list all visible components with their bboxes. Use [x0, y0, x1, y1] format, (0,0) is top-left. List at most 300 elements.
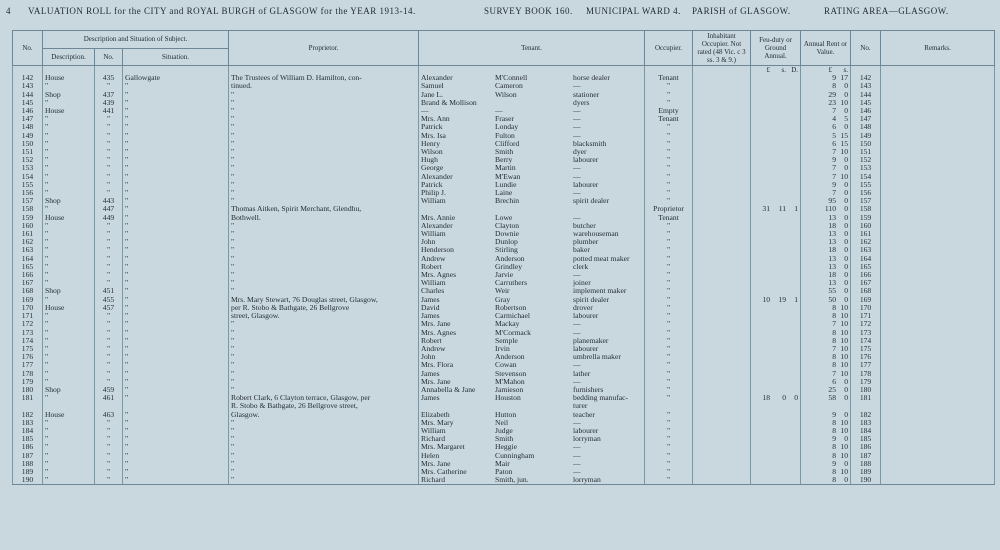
row-situation: " — [123, 320, 229, 328]
row-number-right: 182 — [851, 411, 881, 419]
annual-shillings: 0 — [844, 197, 849, 206]
tenant-first-name: Annabella & Jane — [421, 385, 476, 394]
row-number: 173 — [13, 329, 43, 337]
row-number-right: 143 — [851, 82, 881, 90]
row-annual-value — [801, 132, 851, 140]
survey-book: SURVEY BOOK 160. — [484, 6, 573, 16]
row-annual-value — [801, 345, 851, 353]
row-proprietor: " — [229, 132, 419, 140]
feu-d: 0 — [794, 394, 799, 403]
row-situation: " — [123, 140, 229, 148]
row-proprietor: Thomas Aitken, Spirit Merchant, Glendhu, — [229, 205, 419, 213]
row-description: " — [43, 460, 95, 468]
annual-shillings: 10 — [840, 426, 849, 435]
row-street-number: " — [95, 468, 123, 476]
tenant-trade: potted meat maker — [573, 254, 630, 263]
row-inhabitant — [693, 132, 751, 140]
row-proprietor: " — [229, 271, 419, 279]
annual-pounds: 55 — [828, 287, 837, 296]
row-street-number: " — [95, 419, 123, 427]
row-description: " — [43, 238, 95, 246]
row-occupier: " — [645, 304, 693, 312]
tenant-surname: Fraser — [495, 115, 514, 124]
table-row — [13, 419, 995, 427]
tenant-surname: Neil — [495, 418, 509, 427]
row-description: " — [43, 378, 95, 386]
row-number: 149 — [13, 132, 43, 140]
row-feu-duty — [751, 189, 801, 197]
table-row — [13, 296, 995, 304]
parish: PARISH of GLASGOW. — [692, 6, 791, 16]
row-inhabitant — [693, 361, 751, 369]
row-inhabitant — [693, 443, 751, 451]
row-remarks — [881, 320, 995, 328]
annual-shillings: 10 — [840, 353, 849, 362]
annual-pounds: 8 — [832, 361, 837, 370]
row-feu-duty — [751, 132, 801, 140]
row-feu-duty — [751, 320, 801, 328]
annual-shillings: 0 — [844, 107, 849, 116]
row-situation: " — [123, 164, 229, 172]
tenant-first-name: Philip J. — [421, 189, 446, 198]
row-feu-duty — [751, 296, 801, 304]
row-tenant — [419, 189, 645, 197]
unit-shilling: s. — [781, 66, 787, 74]
row-street-number: " — [95, 82, 123, 90]
annual-pounds: 13 — [828, 213, 837, 222]
row-inhabitant — [693, 386, 751, 394]
feu-s: 11 — [778, 205, 787, 214]
annual-shillings: 10 — [840, 98, 849, 107]
row-tenant — [419, 246, 645, 254]
row-tenant — [419, 263, 645, 271]
valuation-table — [12, 30, 995, 485]
row-tenant — [419, 468, 645, 476]
row-occupier: " — [645, 156, 693, 164]
annual-pounds: 8 — [832, 476, 837, 485]
row-number-right: 174 — [851, 337, 881, 345]
tenant-trade: dyers — [573, 98, 590, 107]
row-occupier: " — [645, 164, 693, 172]
row-number-right: 160 — [851, 222, 881, 230]
row-occupier: Tenant — [645, 214, 693, 222]
tenant-surname: M'Mahon — [495, 377, 525, 386]
row-tenant — [419, 320, 645, 328]
row-street-number: " — [95, 435, 123, 443]
row-tenant — [419, 296, 645, 304]
tenant-trade: drover — [573, 303, 593, 312]
annual-pounds: 8 — [832, 451, 837, 460]
row-occupier: " — [645, 468, 693, 476]
tenant-first-name: Patrick — [421, 123, 443, 132]
row-number: 188 — [13, 460, 43, 468]
row-inhabitant — [693, 320, 751, 328]
row-number: 185 — [13, 435, 43, 443]
tenant-surname: Robertson — [495, 303, 527, 312]
tenant-first-name: Jane L. — [421, 90, 443, 99]
row-number-right: 164 — [851, 255, 881, 263]
tenant-first-name: Richard — [421, 435, 446, 444]
row-inhabitant — [693, 337, 751, 345]
annual-pounds: 7 — [832, 344, 837, 353]
tenant-surname: Cameron — [495, 82, 523, 91]
row-occupier: " — [645, 370, 693, 378]
row-tenant — [419, 337, 645, 345]
row-number-right: 185 — [851, 435, 881, 443]
row-situation: " — [123, 304, 229, 312]
row-situation: " — [123, 230, 229, 238]
row-situation: " — [123, 99, 229, 107]
tenant-first-name: Henderson — [421, 246, 454, 255]
row-feu-duty — [751, 222, 801, 230]
row-occupier: " — [645, 419, 693, 427]
row-description: " — [43, 115, 95, 123]
row-remarks — [881, 394, 995, 402]
annual-shillings: 10 — [840, 303, 849, 312]
annual-pounds: 8 — [832, 336, 837, 345]
annual-shillings: 10 — [840, 336, 849, 345]
annual-pounds: 9 — [832, 435, 837, 444]
row-street-number: " — [95, 443, 123, 451]
row-feu-duty — [751, 427, 801, 435]
tenant-first-name: James — [421, 312, 440, 321]
annual-pounds: 8 — [832, 303, 837, 312]
table-row — [13, 107, 995, 115]
tenant-surname: Cowan — [495, 361, 517, 370]
row-number-right: 144 — [851, 91, 881, 99]
row-feu-duty — [751, 230, 801, 238]
row-situation: " — [123, 394, 229, 402]
annual-pounds: 8 — [832, 418, 837, 427]
row-proprietor: " — [229, 370, 419, 378]
row-description: " — [43, 419, 95, 427]
row-description: " — [43, 329, 95, 337]
tenant-first-name: Henry — [421, 139, 440, 148]
row-description: " — [43, 140, 95, 148]
annual-shillings: 0 — [844, 459, 849, 468]
row-number: 155 — [13, 181, 43, 189]
row-situation: " — [123, 156, 229, 164]
row-number: 179 — [13, 378, 43, 386]
row-annual-value — [801, 140, 851, 148]
row-occupier: Empty — [645, 107, 693, 115]
tenant-trade: furnishers — [573, 385, 604, 394]
row-street-number: " — [95, 460, 123, 468]
row-remarks — [881, 468, 995, 476]
row-proprietor: " — [229, 246, 419, 254]
row-annual-value — [801, 411, 851, 419]
unit-penny: D. — [791, 66, 799, 74]
row-remarks — [881, 132, 995, 140]
row-inhabitant — [693, 419, 751, 427]
tenant-trade: implement maker — [573, 287, 627, 296]
tenant-surname: M'Ewan — [495, 172, 521, 181]
row-number: 160 — [13, 222, 43, 230]
row-description: " — [43, 370, 95, 378]
row-situation: " — [123, 197, 229, 205]
row-description: " — [43, 443, 95, 451]
row-inhabitant — [693, 279, 751, 287]
row-annual-value — [801, 279, 851, 287]
row-proprietor: " — [229, 263, 419, 271]
row-tenant — [419, 255, 645, 263]
row-description: House — [43, 214, 95, 222]
tenant-trade: plumber — [573, 238, 599, 247]
row-proprietor: " — [229, 238, 419, 246]
row-inhabitant — [693, 329, 751, 337]
row-remarks — [881, 304, 995, 312]
row-tenant — [419, 411, 645, 419]
tenant-trade: spirit dealer — [573, 197, 610, 206]
tenant-surname: Dunlop — [495, 238, 518, 247]
row-situation: " — [123, 337, 229, 345]
row-inhabitant — [693, 468, 751, 476]
row-feu-duty — [751, 460, 801, 468]
row-situation: " — [123, 238, 229, 246]
row-inhabitant — [693, 107, 751, 115]
row-situation: " — [123, 370, 229, 378]
annual-pounds: 6 — [832, 123, 837, 132]
row-feu-duty — [751, 312, 801, 320]
row-number-right: 150 — [851, 140, 881, 148]
row-tenant — [419, 82, 645, 90]
feu-l: 10 — [762, 295, 771, 304]
row-number: 175 — [13, 345, 43, 353]
table-row — [13, 140, 995, 148]
row-proprietor: " — [229, 197, 419, 205]
row-annual-value — [801, 271, 851, 279]
tenant-trade: horse dealer — [573, 74, 610, 83]
row-number-right: 154 — [851, 173, 881, 181]
row-street-number: 461 — [95, 394, 123, 402]
row-feu-duty — [751, 394, 801, 402]
row-occupier: " — [645, 148, 693, 156]
row-annual-value — [801, 189, 851, 197]
unit-shilling: s. — [843, 66, 849, 74]
tenant-trade: joiner — [573, 279, 591, 288]
row-remarks — [881, 99, 995, 107]
row-number-right: 167 — [851, 279, 881, 287]
annual-shillings: 0 — [844, 262, 849, 271]
row-remarks — [881, 411, 995, 419]
row-proprietor: " — [229, 156, 419, 164]
row-inhabitant — [693, 205, 751, 213]
row-occupier: " — [645, 173, 693, 181]
row-number: 180 — [13, 386, 43, 394]
row-feu-duty — [751, 402, 801, 410]
annual-pounds: 7 — [832, 148, 837, 157]
row-remarks — [881, 353, 995, 361]
row-description: " — [43, 263, 95, 271]
table-row — [13, 452, 995, 460]
row-tenant — [419, 148, 645, 156]
table-row — [13, 337, 995, 345]
annual-shillings: 0 — [844, 410, 849, 419]
tenant-trade: clerk — [573, 262, 589, 271]
table-row — [13, 82, 995, 90]
row-annual-value — [801, 205, 851, 213]
row-number-right: 189 — [851, 468, 881, 476]
tenant-first-name: Helen — [421, 451, 440, 460]
row-remarks — [881, 197, 995, 205]
row-proprietor: " — [229, 107, 419, 115]
row-street-number: 449 — [95, 214, 123, 222]
table-row — [13, 370, 995, 378]
row-proprietor: " — [229, 164, 419, 172]
row-description: " — [43, 468, 95, 476]
row-tenant — [419, 238, 645, 246]
row-number-right: 163 — [851, 246, 881, 254]
row-tenant — [419, 222, 645, 230]
row-proprietor: " — [229, 181, 419, 189]
tenant-first-name: Alexander — [421, 74, 453, 83]
row-situation: " — [123, 427, 229, 435]
row-occupier: " — [645, 353, 693, 361]
row-number-right: 153 — [851, 164, 881, 172]
row-annual-value — [801, 452, 851, 460]
row-situation: " — [123, 287, 229, 295]
tenant-surname: M'Cormack — [495, 328, 531, 337]
tenant-trade: — — [573, 131, 581, 140]
tenant-trade: — — [573, 361, 581, 370]
row-remarks — [881, 91, 995, 99]
row-tenant — [419, 181, 645, 189]
row-street-number: " — [95, 140, 123, 148]
row-number: 146 — [13, 107, 43, 115]
row-street-number: " — [95, 378, 123, 386]
annual-pounds: 8 — [832, 467, 837, 476]
row-description: " — [43, 222, 95, 230]
tenant-trade: — — [573, 443, 581, 452]
tenant-trade: dyer — [573, 148, 587, 157]
table-row — [13, 197, 995, 205]
annual-pounds: 9 — [832, 156, 837, 165]
row-annual-value — [801, 370, 851, 378]
row-remarks — [881, 246, 995, 254]
annual-shillings: 0 — [844, 164, 849, 173]
row-street-number: 455 — [95, 296, 123, 304]
tenant-first-name: Mrs. Catherine — [421, 467, 467, 476]
row-number: 167 — [13, 279, 43, 287]
row-inhabitant — [693, 156, 751, 164]
page-header — [6, 6, 994, 22]
row-occupier: " — [645, 452, 693, 460]
table-row — [13, 394, 995, 402]
row-tenant — [419, 476, 645, 485]
row-number: 169 — [13, 296, 43, 304]
row-tenant — [419, 427, 645, 435]
row-inhabitant — [693, 287, 751, 295]
feu-s: 19 — [778, 295, 787, 304]
table-row — [13, 329, 995, 337]
row-annual-value — [801, 91, 851, 99]
row-occupier: " — [645, 123, 693, 131]
annual-shillings: 0 — [844, 295, 849, 304]
row-situation — [123, 402, 229, 410]
row-annual-value — [801, 107, 851, 115]
row-occupier — [645, 402, 693, 410]
row-inhabitant — [693, 402, 751, 410]
annual-shillings: 15 — [840, 131, 849, 140]
tenant-surname: Wilson — [495, 90, 517, 99]
row-feu-duty — [751, 353, 801, 361]
table-row — [13, 353, 995, 361]
table-row — [13, 287, 995, 295]
tenant-first-name: Andrew — [421, 254, 446, 263]
row-proprietor: street, Glasgow. — [229, 312, 419, 320]
row-inhabitant — [693, 140, 751, 148]
row-tenant — [419, 156, 645, 164]
row-number: 144 — [13, 91, 43, 99]
row-feu-duty — [751, 435, 801, 443]
row-number-right: 146 — [851, 107, 881, 115]
row-description: " — [43, 353, 95, 361]
row-annual-value — [801, 435, 851, 443]
row-tenant — [419, 214, 645, 222]
row-street-number: " — [95, 353, 123, 361]
rating-area: RATING AREA—GLASGOW. — [824, 6, 949, 16]
row-situation: " — [123, 222, 229, 230]
row-number-right: 186 — [851, 443, 881, 451]
row-occupier: " — [645, 296, 693, 304]
row-occupier: " — [645, 271, 693, 279]
row-annual-value — [801, 468, 851, 476]
tenant-surname: Lowe — [495, 213, 513, 222]
row-annual-value — [801, 173, 851, 181]
row-occupier: " — [645, 337, 693, 345]
tenant-surname: Houston — [495, 394, 521, 403]
row-inhabitant — [693, 296, 751, 304]
row-annual-value — [801, 476, 851, 485]
row-occupier: " — [645, 82, 693, 90]
table-row — [13, 173, 995, 181]
row-proprietor: " — [229, 91, 419, 99]
row-occupier: " — [645, 132, 693, 140]
tenant-surname: Stirling — [495, 246, 518, 255]
row-annual-value — [801, 123, 851, 131]
row-remarks — [881, 107, 995, 115]
row-street-number: 447 — [95, 205, 123, 213]
annual-shillings: 10 — [840, 369, 849, 378]
row-feu-duty — [751, 329, 801, 337]
row-annual-value — [801, 386, 851, 394]
row-occupier: " — [645, 197, 693, 205]
tenant-trade: bedding manufac- — [573, 394, 629, 403]
row-occupier: " — [645, 386, 693, 394]
row-number: 143 — [13, 82, 43, 90]
tenant-surname: Brechin — [495, 197, 520, 206]
row-remarks — [881, 386, 995, 394]
row-number-right — [851, 402, 881, 410]
row-number: 184 — [13, 427, 43, 435]
row-description: " — [43, 435, 95, 443]
row-occupier: " — [645, 99, 693, 107]
row-number-right: 157 — [851, 197, 881, 205]
row-occupier: " — [645, 427, 693, 435]
tenant-first-name: William — [421, 426, 446, 435]
row-tenant — [419, 419, 645, 427]
row-proprietor: " — [229, 386, 419, 394]
tenant-surname: Mair — [495, 459, 510, 468]
row-proprietor: " — [229, 287, 419, 295]
row-street-number: 443 — [95, 197, 123, 205]
row-street-number: " — [95, 263, 123, 271]
row-occupier: Tenant — [645, 115, 693, 123]
tenant-first-name: Brand & Mollison — [421, 98, 477, 107]
row-occupier: " — [645, 263, 693, 271]
row-situation: " — [123, 361, 229, 369]
feu-l: 18 — [762, 394, 771, 403]
